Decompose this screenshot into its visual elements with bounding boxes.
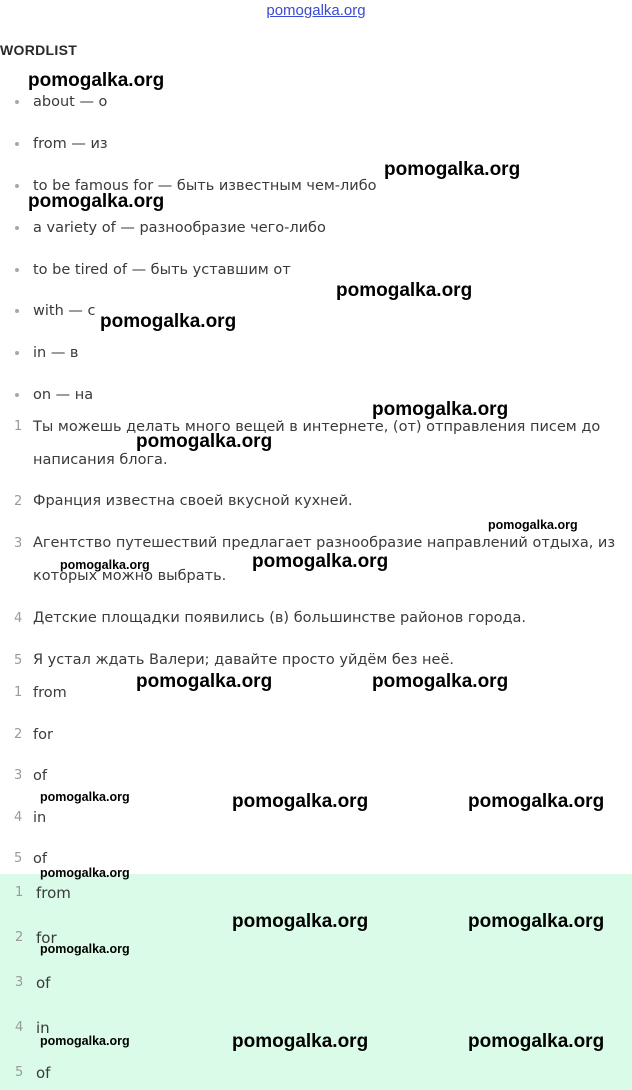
sentence-number: 4: [14, 611, 23, 626]
bullet-icon: [15, 351, 19, 355]
bullet-icon: [15, 226, 19, 230]
answer-text: of: [36, 1064, 51, 1082]
answer-number: 4: [14, 810, 23, 825]
watermark: pomogalka.org: [100, 311, 237, 332]
sentence-text: Агентство путешествий предлагает разнообразие направлений отдыха, из которых можно выбрать.: [33, 535, 616, 584]
wordlist-item: in — в: [33, 345, 79, 361]
sentence-text: Я устал ждать Валери; давайте просто уйдём без неё.: [33, 652, 454, 668]
sentence-number: 2: [14, 494, 23, 509]
wordlist-item: a variety of — разнообразие чего-либо: [33, 220, 326, 236]
watermark: pomogalka.org: [40, 866, 130, 880]
watermark: pomogalka.org: [372, 399, 509, 420]
site-link[interactable]: pomogalka.org: [266, 2, 366, 19]
answer-number: 1: [15, 885, 24, 900]
watermark: pomogalka.org: [40, 790, 130, 804]
watermark: pomogalka.org: [232, 1031, 369, 1052]
watermark: pomogalka.org: [28, 191, 165, 212]
wordlist-item: on — на: [33, 387, 94, 403]
wordlist-item: with — с: [33, 303, 96, 319]
bullet-icon: [15, 142, 19, 146]
answer-text: of: [36, 974, 51, 992]
answer-text: of: [33, 851, 47, 867]
watermark: pomogalka.org: [40, 1034, 130, 1048]
answer-text: from: [36, 884, 71, 902]
watermark: pomogalka.org: [232, 791, 369, 812]
watermark: pomogalka.org: [468, 791, 605, 812]
answer-number: 5: [15, 1065, 24, 1080]
watermark: pomogalka.org: [40, 942, 130, 956]
bullet-icon: [15, 100, 19, 104]
answer-number: 3: [15, 975, 24, 990]
sentence-text: Ты можешь делать много вещей в интернете, (от) отправления писем до написания блога.: [33, 419, 601, 468]
wordlist-item: about — о: [33, 94, 108, 110]
watermark: pomogalka.org: [468, 1031, 605, 1052]
watermark: pomogalka.org: [372, 671, 509, 692]
watermark: pomogalka.org: [232, 911, 369, 932]
answer-number: 4: [15, 1020, 24, 1035]
watermark: pomogalka.org: [384, 159, 521, 180]
answer-number: 2: [14, 727, 23, 742]
wordlist-item: to be famous for — быть известным чем-либо: [33, 178, 377, 194]
answer-number: 3: [14, 768, 23, 783]
sentence-text: Франция известна своей вкусной кухней.: [33, 493, 353, 509]
watermark: pomogalka.org: [252, 551, 389, 572]
answer-text: in: [33, 810, 47, 826]
answer-number: 5: [14, 851, 23, 866]
sentence-number: 5: [14, 653, 23, 668]
answer-text: for: [33, 727, 53, 743]
answer-number: 1: [14, 685, 23, 700]
watermark: pomogalka.org: [336, 280, 473, 301]
watermark: pomogalka.org: [136, 671, 273, 692]
watermark: pomogalka.org: [468, 911, 605, 932]
wordlist-item: from — из: [33, 136, 108, 152]
sentence-text: Детские площадки появились (в) большинстве районов города.: [33, 610, 526, 626]
answer-number: 2: [15, 930, 24, 945]
wordlist-heading: WORDLIST: [0, 42, 78, 58]
bullet-icon: [15, 268, 19, 272]
highlighted-answers-panel: [0, 874, 632, 1090]
sentence-number: 3: [14, 536, 23, 551]
bullet-icon: [15, 393, 19, 397]
watermark: pomogalka.org: [136, 431, 273, 452]
answer-text: in: [36, 1019, 50, 1037]
answer-text: of: [33, 768, 47, 784]
bullet-icon: [15, 309, 19, 313]
watermark: pomogalka.org: [488, 518, 578, 532]
answer-text: from: [33, 685, 67, 701]
watermark: pomogalka.org: [28, 70, 165, 91]
answer-text: for: [36, 929, 57, 947]
bullet-icon: [15, 184, 19, 188]
sentence-number: 1: [14, 419, 23, 434]
watermark: pomogalka.org: [60, 558, 150, 572]
wordlist-item: to be tired of — быть уставшим от: [33, 262, 291, 278]
